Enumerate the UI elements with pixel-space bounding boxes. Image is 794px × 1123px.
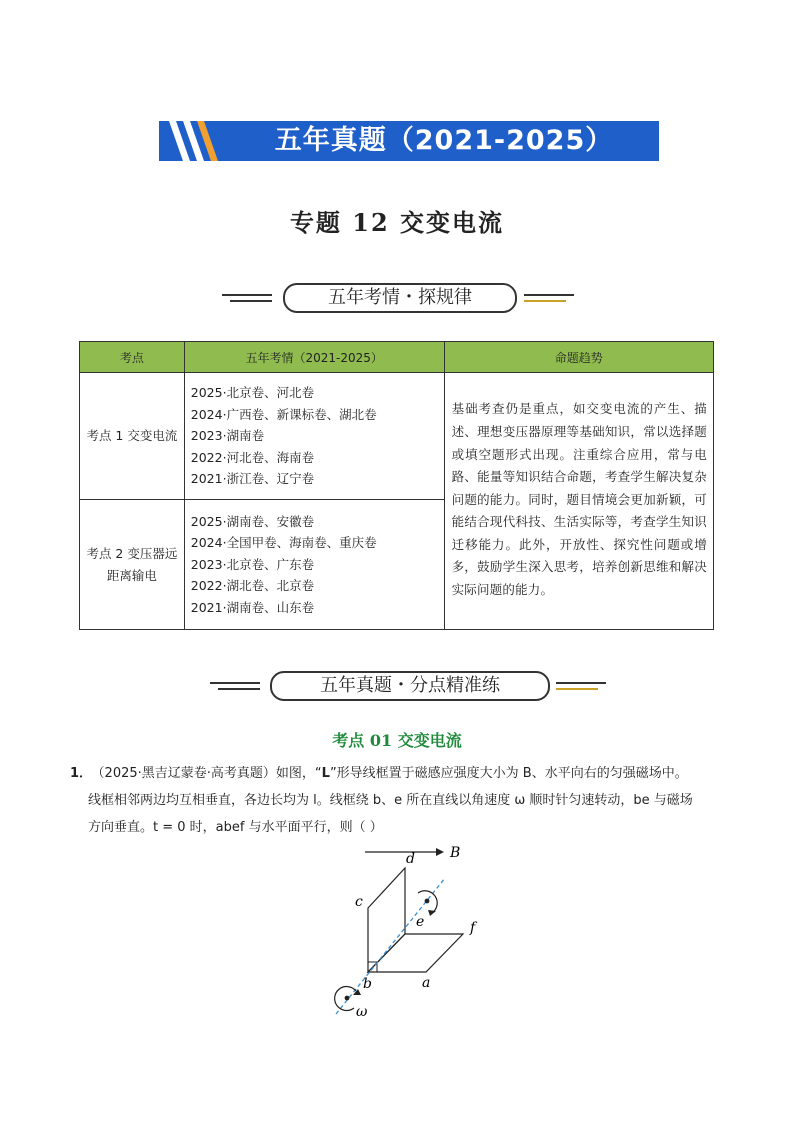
l-shape-glyph: L — [321, 766, 330, 781]
trend-cell: 基础考查仍是重点，如交变电流的产生、描述、理想变压器原理等基础知识，常以选择题或填空题形式出现。注重综合应用，常与电路、能量等知识结合命题，考查学生解决复杂问题的能力。同时，题目情境会更加新颖，可能结合现代科技、生活实际等，考查学生知识迁移能力。此外，开放性、探究性问题或增多，鼓励学生深入思考，培养创新思维和解决实际问题的能力。 — [444, 373, 713, 630]
year-entry: 2022·湖北卷、北京卷 — [190, 578, 315, 594]
label-b: b — [363, 976, 372, 992]
rotating-frame-diagram — [320, 838, 500, 1020]
section-decor-lines-right — [524, 291, 574, 305]
kaodian-title: 考点 01 交变电流 — [332, 731, 462, 750]
rotation-arrowhead-top — [428, 910, 436, 916]
rotation-axis — [336, 878, 445, 1014]
section-decor-lines-left — [222, 291, 272, 305]
vertical-plate — [368, 868, 405, 972]
header-point: 考点 — [80, 342, 185, 373]
year-entry: 2023·北京卷、广东卷 — [190, 556, 315, 572]
year-entry: 2023·湖南卷 — [190, 428, 265, 444]
label-d: d — [406, 851, 415, 867]
year-entry: 2022·河北卷、海南卷 — [190, 449, 315, 465]
header-years: 五年考情（2021-2025） — [184, 342, 444, 373]
question-text-1b: ”形导线框置于磁感应强度大小为 B、水平向右的匀强磁场中。 — [329, 766, 688, 781]
section-header-practice — [0, 671, 794, 701]
table-header-row — [80, 342, 714, 373]
label-omega: ω — [356, 1004, 368, 1020]
header-trend: 命题趋势 — [444, 342, 713, 373]
question-text-1a: （2025·黑吉辽蒙卷·高考真题）如图，“ — [98, 766, 322, 781]
year-entry: 2025·北京卷、河北卷 — [190, 385, 315, 401]
subject-title: 专题 12 交变电流 — [289, 208, 505, 237]
point-cell: 考点 1 交变电流 — [80, 373, 185, 500]
banner-stripes-decoration — [159, 121, 239, 161]
years-cell — [184, 373, 444, 500]
section-header-trends — [0, 283, 794, 313]
table-row — [80, 373, 714, 500]
label-e: e — [416, 914, 425, 930]
question-line-1 — [70, 760, 730, 787]
point-cell: 考点 2 变压器远距离输电 — [80, 500, 185, 630]
banner-title: 五年真题（2021-2025） — [274, 125, 614, 156]
label-a: a — [422, 975, 431, 991]
rotation-dot-top — [425, 899, 430, 904]
section-title-trends: 五年考情・探规律 — [283, 283, 517, 313]
year-entry: 2025·湖南卷、安徽卷 — [190, 513, 315, 529]
year-entry: 2024·全国甲卷、海南卷、重庆卷 — [190, 535, 377, 551]
title-banner — [159, 121, 659, 161]
question-line-2: 线框相邻两边均互相垂直，各边长均为 l。线框绕 b、e 所在直线以角速度 ω 顺时针匀速转动，be 与磁场 — [88, 793, 693, 808]
label-c: c — [355, 894, 363, 910]
exam-trend-table — [79, 341, 714, 630]
year-entry: 2021·浙江卷、辽宁卷 — [190, 471, 315, 487]
section-title-practice: 五年真题・分点精准练 — [270, 671, 550, 701]
question-line-3: 方向垂直。t = 0 时，abef 与水平面平行，则（ ） — [88, 820, 383, 835]
section-decor-lines-left — [210, 679, 260, 693]
question-1 — [70, 760, 730, 841]
question-number: 1． — [70, 766, 93, 781]
section-decor-lines-right — [556, 679, 606, 693]
year-entry: 2024·广西卷、新课标卷、湖北卷 — [190, 406, 377, 422]
field-arrow-head — [436, 848, 444, 856]
horizontal-plate — [368, 934, 463, 972]
label-f: f — [470, 920, 476, 936]
year-entry: 2021·湖南卷、山东卷 — [190, 599, 315, 615]
label-B: B — [450, 845, 461, 861]
rotation-dot-bottom — [345, 996, 350, 1001]
years-cell — [184, 500, 444, 630]
